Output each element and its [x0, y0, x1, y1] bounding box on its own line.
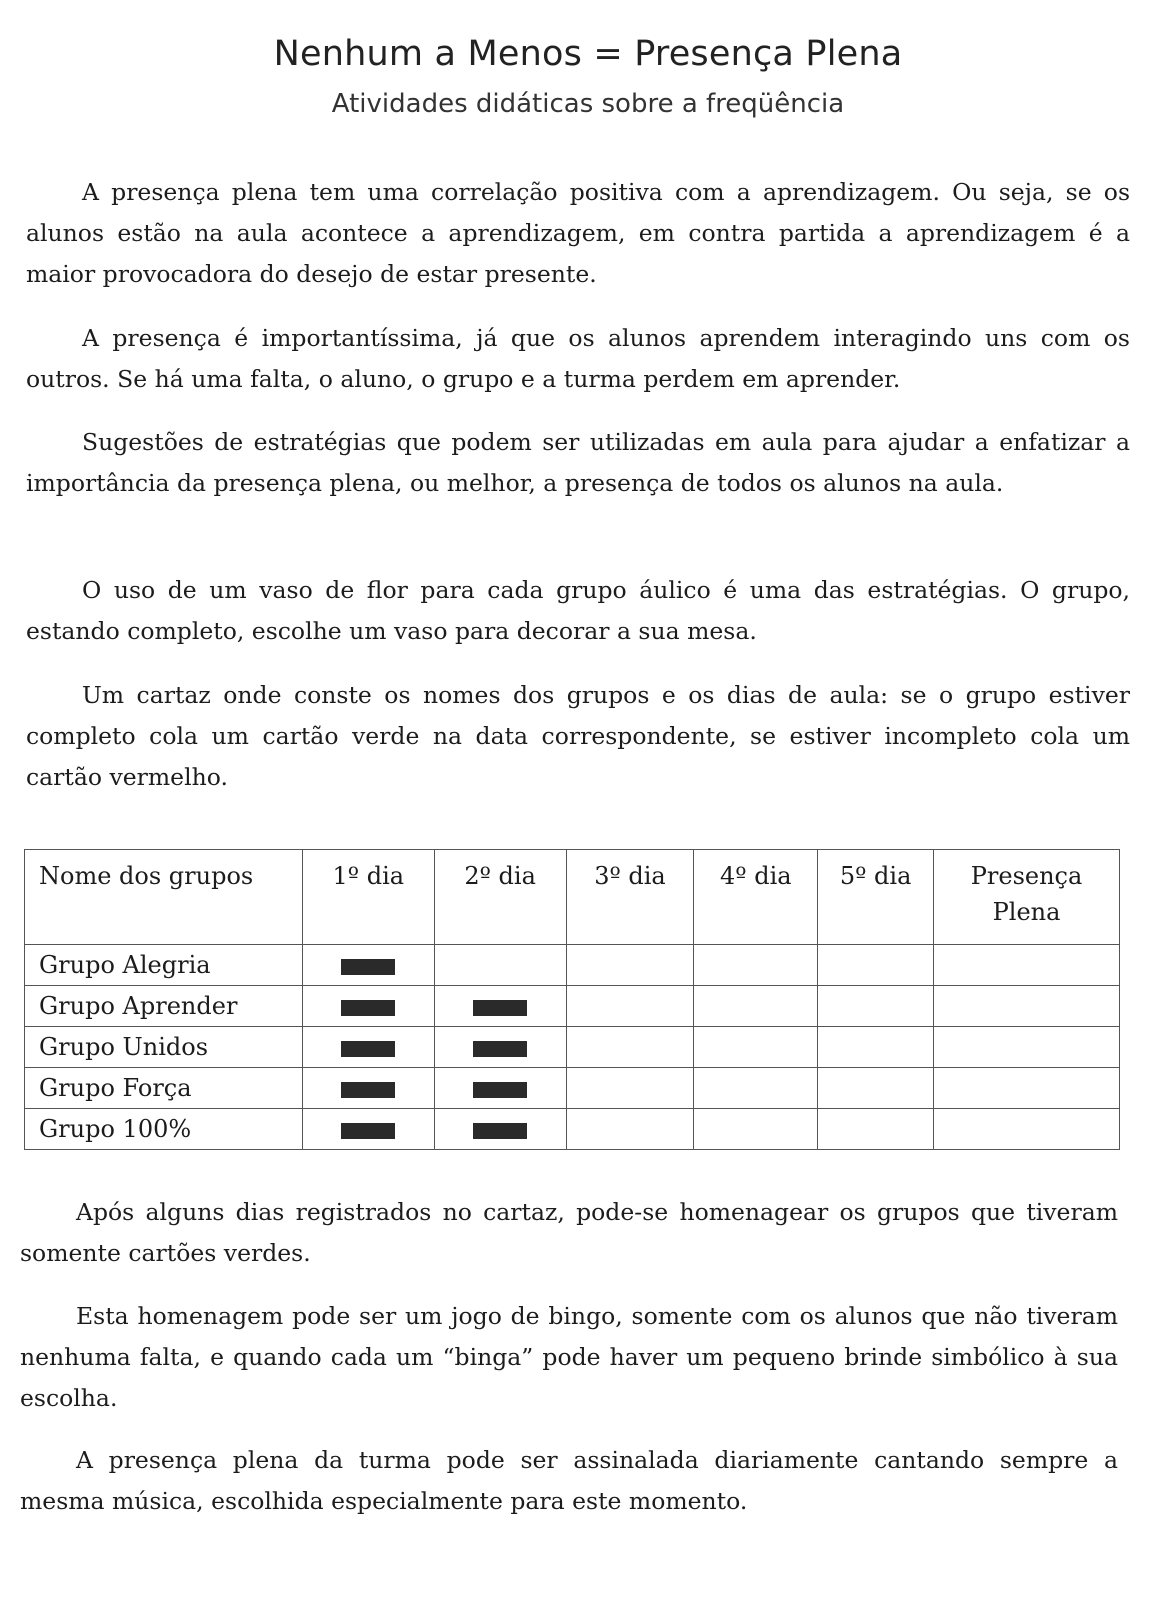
group-name-cell: Grupo Aprender [25, 986, 303, 1027]
day-cell [302, 1109, 434, 1150]
table-row [25, 1109, 1120, 1150]
table-row [25, 986, 1120, 1027]
day-cell [694, 1027, 818, 1068]
day-cell [434, 1027, 566, 1068]
attendance-card [341, 1000, 395, 1016]
paragraph: O uso de um vaso de flor para cada grupo áulico é uma das estratégias. O grupo, estando completo, escolhe um vaso para decorar a sua mesa. [26, 576, 1130, 645]
day-cell [302, 1068, 434, 1109]
column-header: 1º dia [302, 850, 434, 945]
day-cell [434, 986, 566, 1027]
page-title: Nenhum a Menos = Presença Plena [273, 34, 903, 74]
attendance-card [473, 1082, 527, 1098]
day-cell [434, 1109, 566, 1150]
day-cell [934, 986, 1120, 1027]
paragraph: A presença plena tem uma correlação positiva com a aprendizagem. Ou seja, se os alunos estão na aula acontece a aprendizagem, em contra partida a aprendizagem é a maior provocadora do desejo de estar presente. [26, 178, 1130, 288]
group-name-cell: Grupo 100% [25, 1109, 303, 1150]
day-cell [434, 945, 566, 986]
paragraph: Após alguns dias registrados no cartaz, pode-se homenagear os grupos que tiveram somente cartões verdes. [20, 1198, 1118, 1267]
table-row [25, 1068, 1120, 1109]
table-row [25, 945, 1120, 986]
table-row [25, 1027, 1120, 1068]
day-cell [934, 945, 1120, 986]
day-cell [934, 1109, 1120, 1150]
day-cell [566, 986, 694, 1027]
day-cell [302, 986, 434, 1027]
column-header: 5º dia [818, 850, 934, 945]
day-cell [694, 945, 818, 986]
table-header-row [25, 850, 1120, 945]
column-header: 4º dia [694, 850, 818, 945]
day-cell [818, 986, 934, 1027]
page-subtitle: Atividades didáticas sobre a freqüência [331, 89, 845, 119]
day-cell [818, 1068, 934, 1109]
paragraph: A presença é importantíssima, já que os alunos aprendem interagindo uns com os outros. Se há uma falta, o aluno, o grupo e a turma perdem em aprender. [26, 324, 1130, 393]
day-cell [566, 945, 694, 986]
paragraph: A presença plena da turma pode ser assinalada diariamente cantando sempre a mesma música, escolhida especialmente para este momento. [20, 1446, 1118, 1515]
day-cell [694, 986, 818, 1027]
attendance-card [473, 1123, 527, 1139]
attendance-table [24, 849, 1120, 1150]
paragraph: Esta homenagem pode ser um jogo de bingo, somente com os alunos que não tiveram nenhuma falta, e quando cada um “binga” pode haver um pequeno brinde simbólico à sua escolha. [20, 1302, 1118, 1412]
day-cell [818, 1027, 934, 1068]
column-header: Nome dos grupos [25, 850, 303, 945]
group-name-cell: Grupo Alegria [25, 945, 303, 986]
day-cell [302, 1027, 434, 1068]
day-cell [566, 1109, 694, 1150]
day-cell [694, 1068, 818, 1109]
column-header: 2º dia [434, 850, 566, 945]
attendance-card [341, 1041, 395, 1057]
column-header: 3º dia [566, 850, 694, 945]
group-name-cell: Grupo Unidos [25, 1027, 303, 1068]
attendance-card [473, 1000, 527, 1016]
day-cell [934, 1068, 1120, 1109]
column-header: Presença Plena [934, 850, 1120, 945]
day-cell [818, 945, 934, 986]
attendance-card [341, 959, 395, 975]
paragraph: Sugestões de estratégias que podem ser utilizadas em aula para ajudar a enfatizar a importância da presença plena, ou melhor, a presença de todos os alunos na aula. [26, 428, 1130, 497]
attendance-card [473, 1041, 527, 1057]
attendance-card [341, 1082, 395, 1098]
day-cell [694, 1109, 818, 1150]
day-cell [818, 1109, 934, 1150]
day-cell [934, 1027, 1120, 1068]
day-cell [434, 1068, 566, 1109]
paragraph: Um cartaz onde conste os nomes dos grupos e os dias de aula: se o grupo estiver completo cola um cartão verde na data correspondente, se estiver incompleto cola um cartão vermelho. [26, 681, 1130, 791]
day-cell [302, 945, 434, 986]
group-name-cell: Grupo Força [25, 1068, 303, 1109]
day-cell [566, 1027, 694, 1068]
attendance-card [341, 1123, 395, 1139]
day-cell [566, 1068, 694, 1109]
